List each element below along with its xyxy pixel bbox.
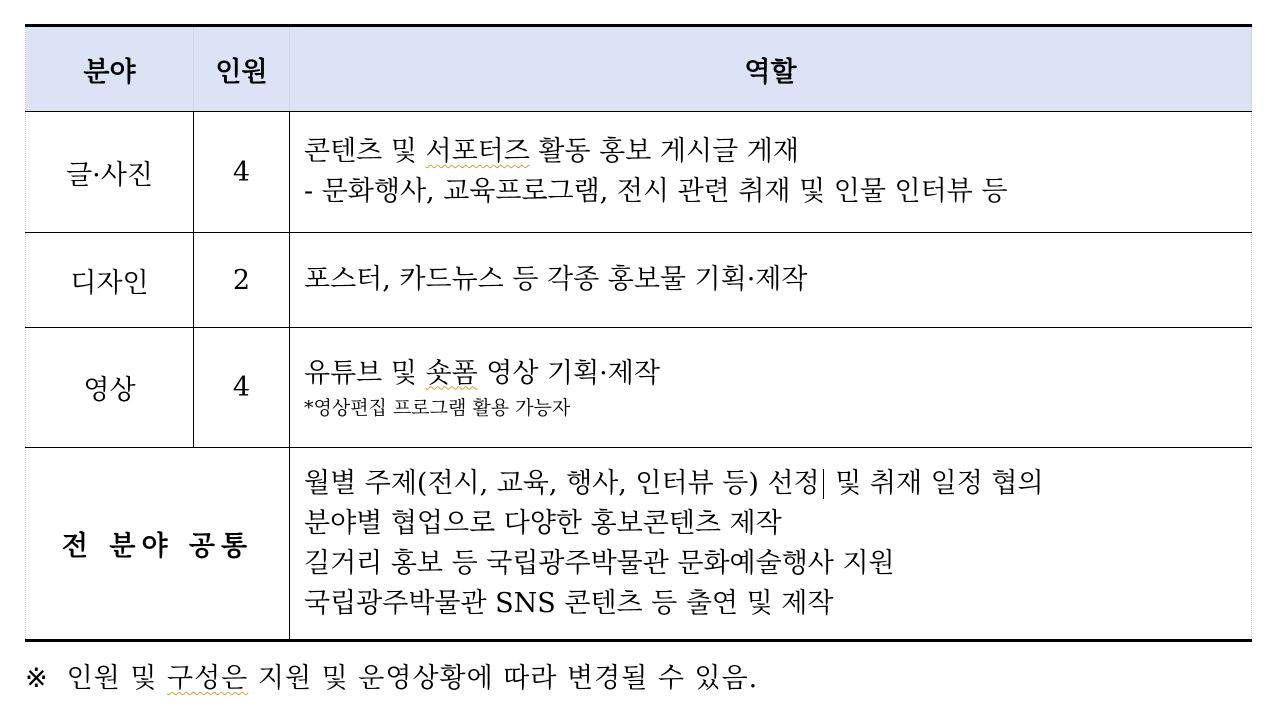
field-cell: 디자인 [26,233,194,328]
common-field-cell: 전 분야 공통 [26,448,290,641]
role-cell [290,112,1252,233]
table-row [26,233,1252,328]
text-cursor [823,469,824,499]
role-cell [290,448,1252,641]
field-cell: 영상 [26,328,194,448]
role-line: 길거리 홍보 등 국립광주박물관 문화예술행사 지원 [304,547,895,579]
table-row-common [26,448,1252,641]
people-cell: 4 [194,112,290,233]
role-cell [290,328,1252,448]
role-cell [290,233,1252,328]
role-line: - 문화행사, 교육프로그램, 전시 관련 취재 및 인물 인터뷰 등 [304,176,1008,207]
role-line: 유튜브 및 숏폼 영상 기획·제작 [304,357,660,389]
table-row [26,328,1252,448]
people-cell: 2 [194,233,290,328]
role-line: 월별 주제(전시, 교육, 행사, 인터뷰 등) 선정 및 취재 일정 협의 [304,467,1044,499]
role-line: 국립광주박물관 SNS 콘텐츠 등 출연 및 제작 [304,587,834,619]
header-role: 역할 [290,26,1252,112]
role-line: 분야별 협업으로 다양한 홍보콘텐츠 제작 [304,507,782,539]
people-cell: 4 [194,328,290,448]
table-row [26,112,1252,233]
role-subnote: *영상편집 프로그램 활용 가능자 [304,396,571,419]
footnote: ※ 인원 및 구성은 지원 및 운영상황에 따라 변경될 수 있음. [25,663,759,694]
header-people: 인원 [194,26,290,112]
role-line: 포스터, 카드뉴스 등 각종 홍보물 기획·제작 [304,264,808,295]
header-field: 분야 [26,26,194,112]
table-header-row [26,26,1252,112]
field-cell: 글·사진 [26,112,194,233]
reference-mark-icon: ※ [25,663,49,694]
recruitment-table [25,24,1252,642]
role-line: 콘텐츠 및 서포터즈 활동 홍보 게시글 게재 [304,136,799,167]
